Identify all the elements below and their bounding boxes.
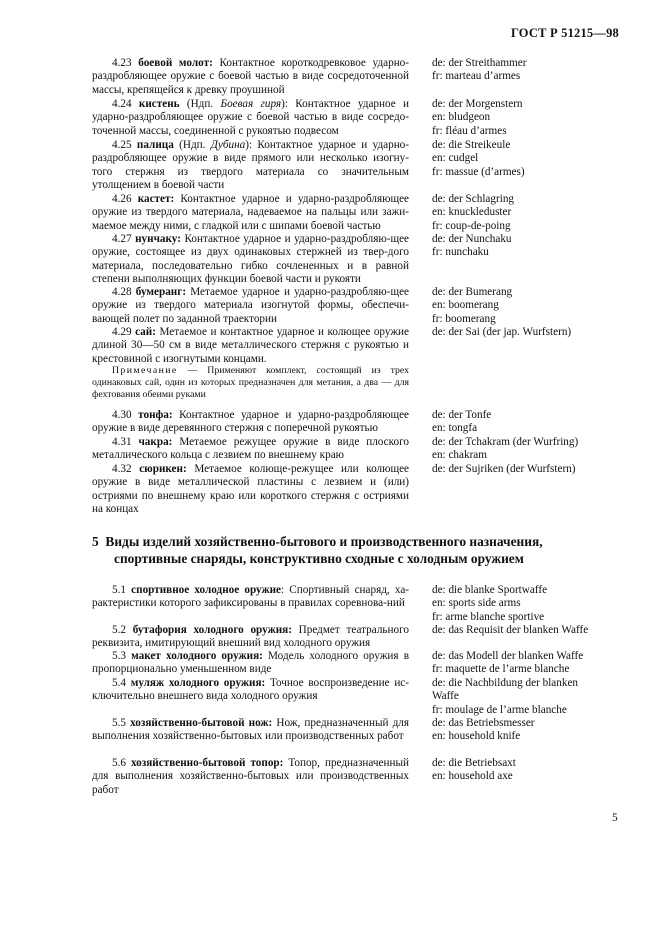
term-text: Точное воспроизведение ис-ключительно внешнего вида холодного оружия (92, 677, 409, 703)
translation-fr: fr: nunchaku (432, 246, 489, 259)
translation-de: de: das Betriebsmesser (432, 717, 535, 729)
translation-en: en: bludgeon (432, 111, 491, 124)
translation-de: de: der Bumerang (432, 286, 513, 298)
term-text: ): Контактное ударное и ударно-раздробляющее оружие в виде прямого или несколько изогну-того стержня из твердого материала со значительным утолщением в боевой части (92, 139, 409, 191)
note-text: — Применяют комплект, состоящий из трех одинаковых сай, один из которых предназначен для метания, а два — для фехтования обеими руками (92, 365, 409, 401)
term-text: ): Контактное ударное и ударно-раздробляющее оружие с боевой частью в виде сосредо-точенной массы, соединенной с рукоятью подвесом (92, 98, 409, 137)
translation-en: en: chakram (432, 449, 487, 462)
term-number: 4.28 (112, 286, 132, 298)
translation-en: en: household axe (432, 770, 513, 783)
translation-en: en: household knife (432, 730, 521, 743)
translation-de: de: der Morgenstern (432, 98, 523, 110)
term-definition (92, 757, 409, 797)
term-definition (92, 436, 409, 463)
translation-de: de: der Nunchaku (432, 233, 512, 245)
term-name: бутафория холодного оружия: (132, 624, 292, 636)
term-number: 4.24 (112, 98, 132, 110)
term-text: Метаемое режущее оружие в виде плоского металлического кольца с лезвием по внешнему краю (92, 436, 409, 462)
term-number: 4.29 (112, 326, 132, 338)
term-number: 5.4 (112, 677, 126, 689)
term-number: 4.26 (112, 193, 132, 205)
term-name: спортивное холодное оружие (131, 584, 282, 596)
translation-fr: fr: massue (d’armes) (432, 165, 525, 178)
term-translations (432, 757, 622, 784)
translation-de: de: der Tonfe (432, 409, 492, 421)
translation-en: en: tongfa (432, 422, 478, 435)
term-text: Модель холодного оружия в пропорционально уменьшенном виде (92, 650, 409, 676)
term-text: Контактное короткодревковое ударно-раздробляющее оружие с боевой частью в виде сосредоточенной массы, крепящейся к древку проушиной (92, 57, 409, 96)
term-name: чакра: (138, 436, 173, 448)
term-translations (432, 326, 622, 339)
translation-de: de: das Requisit der blanken Waffe (432, 624, 589, 636)
term-text: Контактное ударное и ударно-раздробляю-щее оружие, состоящее из двух одинаковых стержней из твер-дого материала, последовательно гибко сочлененных и в равной степени выполняющих функции боевой части и рукояти (92, 233, 409, 285)
term-text: Контактное ударное и ударно-раздробляющее оружие из твердого материала, надеваемое на пальцы или зажи-маемое между ними, с гладкой или с шипами боевой частью (92, 193, 410, 232)
term-definition (92, 326, 409, 366)
term-text: Метаемое и контактное ударное и колющее оружие длиной 30—50 см в виде металлического стержня с рукоятью и крестовиной с изогнутыми концами. (92, 326, 409, 365)
term-number: 4.23 (112, 57, 132, 69)
ndp-prefix: (Ндп. (173, 139, 211, 151)
term-definition (92, 286, 409, 326)
term-translations (432, 584, 622, 624)
term-definition (92, 650, 409, 677)
term-number: 5.2 (112, 624, 126, 636)
term-name: боевой молот: (138, 57, 213, 69)
term-definition (92, 57, 409, 97)
translation-en: en: cudgel (432, 152, 479, 165)
term-text: Метаемое колюще-режущее или колющее оружие в виде металлической пластины с лезвием и (или) остриями по внешнему краю или короткого стержня с остриями на концах (92, 463, 410, 515)
translation-fr: fr: moulage de l’arme blanche (432, 703, 567, 716)
section-title-line2: спортивные снаряды, конструктивно сходные с холодным оружием (114, 551, 524, 566)
translation-de: de: der Streithammer (432, 57, 527, 69)
ndp-term: Дубина (210, 139, 246, 151)
term-number: 5.1 (112, 584, 126, 596)
translation-fr: fr: boomerang (432, 312, 496, 325)
term-number: 5.6 (112, 757, 126, 769)
term-name: бумеранг: (135, 286, 187, 298)
translation-de: de: die blanke Sportwaffe (432, 584, 548, 596)
term-text: Нож, предназначенный для выполнения хозяйственно-бытовых или производственных работ (92, 717, 409, 743)
term-name: сай: (135, 326, 156, 338)
translation-fr: fr: maquette de l’arme blanche (432, 663, 570, 676)
term-number: 5.3 (112, 650, 126, 662)
translation-en: en: knuckleduster (432, 206, 512, 219)
term-name: палица (136, 139, 174, 151)
page-number: 5 (612, 812, 618, 824)
term-definition (92, 233, 409, 286)
translation-fr: fr: arme blanche sportive (432, 610, 545, 623)
term-translations (432, 677, 622, 717)
term-translations (432, 463, 622, 476)
term-text: Контактное ударное и ударно-раздробляющее оружие в виде деревянного стержня с поперечной рукоятью (92, 409, 410, 435)
standard-number: ГОСТ Р 51215—98 (510, 26, 619, 40)
translation-de: de: die Betriebsaxt (432, 757, 516, 769)
term-text: : Спортивный снаряд, ха-рактеристики которого зафиксированы в правилах соревнова-ний (92, 584, 410, 610)
term-name: тонфа: (138, 409, 173, 421)
ndp-prefix: (Ндп. (179, 98, 221, 110)
translation-de: de: der Sai (der jap. Wurfstern) (432, 326, 572, 338)
section-heading (92, 533, 592, 567)
term-definition (92, 717, 409, 744)
term-translations (432, 717, 622, 744)
term-text: Метаемое ударное и ударно-раздробляю-щее оружие из твердого материала изогнутой формы, обеспечи-вающей полет по заданной траектории (92, 286, 410, 325)
term-translations (432, 193, 622, 233)
translation-de: de: der Schlagring (432, 193, 515, 205)
term-definition (92, 584, 409, 611)
term-translations (432, 286, 622, 326)
term-name: хозяйственно-бытовой нож: (130, 717, 273, 729)
term-number: 4.32 (112, 463, 132, 475)
term-definition (92, 139, 409, 192)
term-translations (432, 624, 622, 637)
term-translations (432, 98, 622, 138)
term-name: макет холодного оружия: (131, 650, 263, 662)
term-text: Топор, предназначенный для выполнения хозяйственно-бытовых или производственных работ (92, 757, 409, 796)
term-translations (432, 436, 622, 463)
term-definition (92, 98, 409, 138)
ndp-term: Боевая гиря (220, 98, 282, 110)
term-number: 4.25 (112, 139, 132, 151)
note (92, 365, 409, 402)
term-translations (432, 409, 622, 436)
term-definition (92, 463, 409, 516)
translation-fr: fr: coup-de-poing (432, 219, 511, 232)
term-definition (92, 193, 409, 233)
term-definition (92, 677, 409, 704)
section-number: 5 (92, 534, 99, 549)
term-translations (432, 233, 622, 260)
term-name: кастет: (137, 193, 175, 205)
translation-en: en: sports side arms (432, 597, 521, 610)
translation-de: de: der Sujriken (der Wurfstern) (432, 463, 576, 475)
term-number: 4.31 (112, 436, 132, 448)
translation-en: en: boomerang (432, 299, 499, 312)
section-title-line1: Виды изделий хозяйственно-бытового и производственного назначения, (105, 534, 543, 549)
translation-de: de: die Streikeule (432, 139, 511, 151)
term-number: 4.30 (112, 409, 132, 421)
term-text: Предмет театрального реквизита, имитирующий внешний вид холодного оружия (92, 624, 410, 650)
translation-de: de: der Tchakram (der Wurfring) (432, 436, 579, 448)
note-label: Примечание (112, 365, 178, 376)
term-name: кистень (138, 98, 180, 110)
term-definition (92, 624, 409, 651)
term-translations (432, 57, 622, 84)
term-name: муляж холодного оружия: (130, 677, 266, 689)
term-name: нунчаку: (135, 233, 181, 245)
term-definition (92, 409, 409, 436)
term-name: сюрикен: (139, 463, 187, 475)
translation-fr: fr: fléau d’armes (432, 124, 507, 137)
translation-de: de: das Modell der blanken Waffe (432, 650, 584, 662)
term-translations (432, 650, 622, 677)
translation-de: de: die Nachbildung der blanken Waffe (432, 677, 579, 703)
term-number: 5.5 (112, 717, 126, 729)
translation-fr: fr: marteau d’armes (432, 70, 521, 83)
term-name: хозяйственно-бытовой топор: (131, 757, 284, 769)
term-number: 4.27 (112, 233, 132, 245)
term-translations (432, 139, 622, 179)
